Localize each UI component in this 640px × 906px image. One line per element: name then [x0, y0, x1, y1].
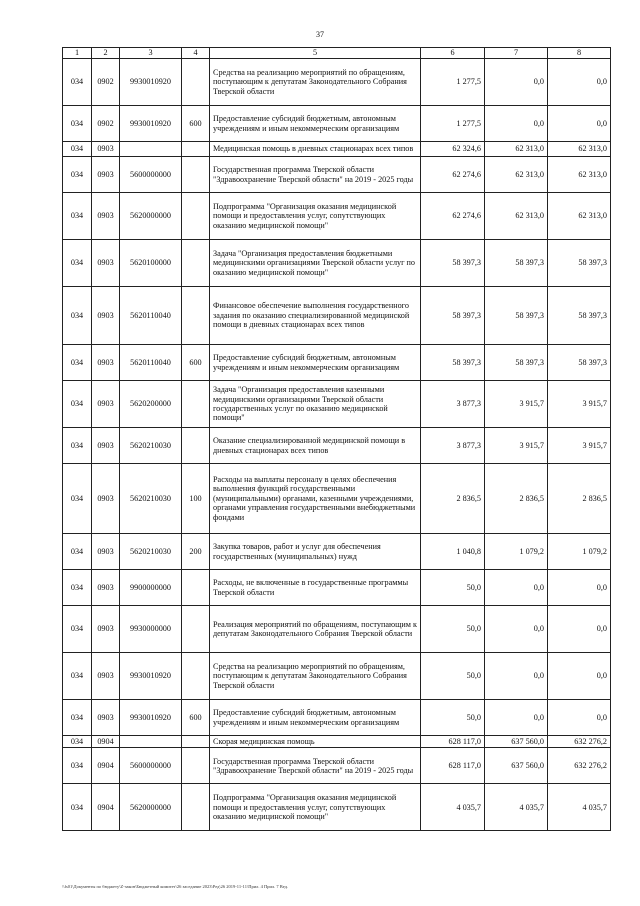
amount-cell-6: 62 324,6 — [421, 142, 485, 157]
target-article-cell: 5620000000 — [120, 784, 182, 831]
amount-cell-7: 58 397,3 — [485, 287, 548, 345]
target-article-cell: 5620210030 — [120, 534, 182, 570]
expense-type-cell: 600 — [182, 106, 210, 142]
amount-cell-6: 50,0 — [421, 570, 485, 606]
section-code-cell: 0904 — [92, 784, 120, 831]
description-cell: Средства на реализацию мероприятий по обращениям, поступающим к депутатам Законодательного Собрания Тверской области — [210, 59, 421, 106]
target-article-cell: 5620200000 — [120, 381, 182, 428]
admin-code-cell: 034 — [63, 157, 92, 193]
expense-type-cell: 200 — [182, 534, 210, 570]
amount-cell-8: 62 313,0 — [548, 142, 611, 157]
amount-cell-7: 4 035,7 — [485, 784, 548, 831]
target-article-cell: 5620210030 — [120, 464, 182, 534]
admin-code-cell: 034 — [63, 240, 92, 287]
description-cell: Оказание специализированной медицинской помощи в дневных стационарах всех типов — [210, 428, 421, 464]
amount-cell-6: 1 277,5 — [421, 106, 485, 142]
description-cell: Закупка товаров, работ и услуг для обеспечения государственных (муниципальных) нужд — [210, 534, 421, 570]
target-article-cell: 5620110040 — [120, 345, 182, 381]
expense-type-cell — [182, 142, 210, 157]
amount-cell-7: 3 915,7 — [485, 381, 548, 428]
description-cell: Расходы, не включенные в государственные программы Тверской области — [210, 570, 421, 606]
admin-code-cell: 034 — [63, 428, 92, 464]
amount-cell-8: 0,0 — [548, 700, 611, 736]
table-row — [63, 784, 611, 831]
admin-code-cell: 034 — [63, 606, 92, 653]
amount-cell-6: 50,0 — [421, 700, 485, 736]
table-row — [63, 606, 611, 653]
expense-type-cell — [182, 428, 210, 464]
description-cell: Реализация мероприятий по обращениям, поступающим к депутатам Законодательного Собрания Тверской области — [210, 606, 421, 653]
admin-code-cell: 034 — [63, 700, 92, 736]
target-article-cell: 5600000000 — [120, 157, 182, 193]
section-code-cell: 0902 — [92, 59, 120, 106]
amount-cell-8: 58 397,3 — [548, 287, 611, 345]
section-code-cell: 0903 — [92, 193, 120, 240]
admin-code-cell: 034 — [63, 142, 92, 157]
amount-cell-6: 3 877,3 — [421, 381, 485, 428]
expense-type-cell — [182, 784, 210, 831]
target-article-cell: 9930010920 — [120, 106, 182, 142]
expense-type-cell — [182, 381, 210, 428]
amount-cell-7: 58 397,3 — [485, 345, 548, 381]
amount-cell-6: 62 274,6 — [421, 193, 485, 240]
table-row — [63, 345, 611, 381]
section-code-cell: 0903 — [92, 287, 120, 345]
expense-type-cell — [182, 240, 210, 287]
expense-type-cell: 100 — [182, 464, 210, 534]
section-code-cell: 0903 — [92, 570, 120, 606]
amount-cell-7: 637 560,0 — [485, 736, 548, 748]
description-cell: Подпрограмма "Организация оказания медицинской помощи и предоставления услуг, сопутствующих оказанию медицинской помощи" — [210, 784, 421, 831]
amount-cell-7: 637 560,0 — [485, 748, 548, 784]
section-code-cell: 0904 — [92, 748, 120, 784]
section-code-cell: 0903 — [92, 381, 120, 428]
description-cell: Скорая медицинская помощь — [210, 736, 421, 748]
section-code-cell: 0903 — [92, 142, 120, 157]
amount-cell-8: 4 035,7 — [548, 784, 611, 831]
amount-cell-8: 58 397,3 — [548, 240, 611, 287]
header-cell: 3 — [120, 48, 182, 59]
section-code-cell: 0903 — [92, 464, 120, 534]
amount-cell-8: 2 836,5 — [548, 464, 611, 534]
amount-cell-6: 4 035,7 — [421, 784, 485, 831]
section-code-cell: 0903 — [92, 534, 120, 570]
amount-cell-6: 628 117,0 — [421, 748, 485, 784]
expense-type-cell: 600 — [182, 345, 210, 381]
description-cell: Предоставление субсидий бюджетным, автономным учреждениям и иным некоммерческим организациям — [210, 106, 421, 142]
target-article-cell: 9930000000 — [120, 606, 182, 653]
table-row — [63, 700, 611, 736]
expense-type-cell — [182, 287, 210, 345]
amount-cell-8: 0,0 — [548, 570, 611, 606]
amount-cell-6: 2 836,5 — [421, 464, 485, 534]
amount-cell-8: 58 397,3 — [548, 345, 611, 381]
amount-cell-8: 0,0 — [548, 653, 611, 700]
target-article-cell — [120, 142, 182, 157]
section-code-cell: 0903 — [92, 606, 120, 653]
admin-code-cell: 034 — [63, 748, 92, 784]
table-header-row — [63, 48, 611, 59]
table-row — [63, 59, 611, 106]
amount-cell-7: 62 313,0 — [485, 157, 548, 193]
header-cell: 8 — [548, 48, 611, 59]
admin-code-cell: 034 — [63, 287, 92, 345]
expense-type-cell — [182, 59, 210, 106]
amount-cell-8: 0,0 — [548, 106, 611, 142]
amount-cell-7: 62 313,0 — [485, 142, 548, 157]
section-code-cell: 0903 — [92, 345, 120, 381]
admin-code-cell: 034 — [63, 59, 92, 106]
table-row — [63, 534, 611, 570]
expense-type-cell — [182, 653, 210, 700]
table-row — [63, 193, 611, 240]
amount-cell-6: 1 040,8 — [421, 534, 485, 570]
description-cell: Медицинская помощь в дневных стационарах всех типов — [210, 142, 421, 157]
amount-cell-7: 0,0 — [485, 106, 548, 142]
description-cell: Государственная программа Тверской области "Здравоохранение Тверской области" на 2019 - 2025 годы — [210, 748, 421, 784]
table-row — [63, 653, 611, 700]
table-row — [63, 736, 611, 748]
header-cell: 6 — [421, 48, 485, 59]
amount-cell-8: 632 276,2 — [548, 736, 611, 748]
description-cell: Расходы на выплаты персоналу в целях обеспечения выполнения функций государственными (муниципальными) органами, казенными учреждениями, органами управления государственными внебюджетными фондами — [210, 464, 421, 534]
amount-cell-7: 58 397,3 — [485, 240, 548, 287]
amount-cell-7: 2 836,5 — [485, 464, 548, 534]
page-number: 37 — [316, 30, 324, 39]
admin-code-cell: 034 — [63, 653, 92, 700]
target-article-cell: 9930010920 — [120, 700, 182, 736]
target-article-cell: 5600000000 — [120, 748, 182, 784]
amount-cell-6: 50,0 — [421, 653, 485, 700]
description-cell: Задача "Организация предоставления бюджетными медицинскими организациями Тверской области услуг по оказанию медицинской помощи" — [210, 240, 421, 287]
expense-type-cell — [182, 606, 210, 653]
expense-type-cell — [182, 193, 210, 240]
table-row — [63, 381, 611, 428]
table-row — [63, 287, 611, 345]
amount-cell-6: 628 117,0 — [421, 736, 485, 748]
section-code-cell: 0903 — [92, 240, 120, 287]
amount-cell-8: 0,0 — [548, 59, 611, 106]
amount-cell-7: 0,0 — [485, 653, 548, 700]
target-article-cell: 9930010920 — [120, 653, 182, 700]
admin-code-cell: 034 — [63, 193, 92, 240]
header-cell: 2 — [92, 48, 120, 59]
admin-code-cell: 034 — [63, 570, 92, 606]
amount-cell-6: 3 877,3 — [421, 428, 485, 464]
amount-cell-7: 0,0 — [485, 606, 548, 653]
file-path-footer: \\fs01\Документы по бюджету\Z-закон\Бюджетный комитет\26 заседание 2023\Ред\26 2019-11-11\Прил. 4 Прил. 7 Вед. — [62, 884, 289, 889]
table-row — [63, 142, 611, 157]
section-code-cell: 0902 — [92, 106, 120, 142]
amount-cell-6: 50,0 — [421, 606, 485, 653]
section-code-cell: 0904 — [92, 736, 120, 748]
amount-cell-8: 62 313,0 — [548, 193, 611, 240]
amount-cell-7: 0,0 — [485, 570, 548, 606]
amount-cell-6: 58 397,3 — [421, 345, 485, 381]
header-cell: 1 — [63, 48, 92, 59]
admin-code-cell: 034 — [63, 381, 92, 428]
description-cell: Подпрограмма "Организация оказания медицинской помощи и предоставления услуг, сопутствующих оказанию медицинской помощи" — [210, 193, 421, 240]
amount-cell-8: 1 079,2 — [548, 534, 611, 570]
admin-code-cell: 034 — [63, 345, 92, 381]
description-cell: Задача "Организация предоставления казенными медицинскими организациями Тверской области государственных услуг по оказанию медицинской помощи" — [210, 381, 421, 428]
amount-cell-8: 632 276,2 — [548, 748, 611, 784]
expense-type-cell — [182, 736, 210, 748]
admin-code-cell: 034 — [63, 534, 92, 570]
target-article-cell: 5620110040 — [120, 287, 182, 345]
expense-type-cell — [182, 748, 210, 784]
admin-code-cell: 034 — [63, 784, 92, 831]
section-code-cell: 0903 — [92, 428, 120, 464]
table-row — [63, 106, 611, 142]
expense-type-cell: 600 — [182, 700, 210, 736]
amount-cell-7: 3 915,7 — [485, 428, 548, 464]
header-cell: 4 — [182, 48, 210, 59]
amount-cell-6: 1 277,5 — [421, 59, 485, 106]
section-code-cell: 0903 — [92, 157, 120, 193]
expense-type-cell — [182, 157, 210, 193]
section-code-cell: 0903 — [92, 653, 120, 700]
target-article-cell: 5620000000 — [120, 193, 182, 240]
description-cell: Финансовое обеспечение выполнения государственного задания по оказанию специализированной медицинской помощи в дневных стационарах всех типов — [210, 287, 421, 345]
table-row — [63, 157, 611, 193]
description-cell: Предоставление субсидий бюджетным, автономным учреждениям и иным некоммерческим организациям — [210, 700, 421, 736]
amount-cell-8: 3 915,7 — [548, 381, 611, 428]
amount-cell-6: 62 274,6 — [421, 157, 485, 193]
header-cell: 5 — [210, 48, 421, 59]
description-cell: Средства на реализацию мероприятий по обращениям, поступающим к депутатам Законодательного Собрания Тверской области — [210, 653, 421, 700]
target-article-cell: 5620210030 — [120, 428, 182, 464]
table-row — [63, 464, 611, 534]
admin-code-cell: 034 — [63, 464, 92, 534]
budget-table — [62, 47, 611, 831]
target-article-cell — [120, 736, 182, 748]
table-body — [63, 48, 611, 831]
amount-cell-7: 0,0 — [485, 59, 548, 106]
header-cell: 7 — [485, 48, 548, 59]
amount-cell-7: 62 313,0 — [485, 193, 548, 240]
amount-cell-6: 58 397,3 — [421, 240, 485, 287]
description-cell: Государственная программа Тверской области "Здравоохранение Тверской области" на 2019 - 2025 годы — [210, 157, 421, 193]
amount-cell-8: 62 313,0 — [548, 157, 611, 193]
expense-type-cell — [182, 570, 210, 606]
table-row — [63, 240, 611, 287]
admin-code-cell: 034 — [63, 106, 92, 142]
table-row — [63, 748, 611, 784]
section-code-cell: 0903 — [92, 700, 120, 736]
target-article-cell: 9930010920 — [120, 59, 182, 106]
target-article-cell: 5620100000 — [120, 240, 182, 287]
amount-cell-7: 1 079,2 — [485, 534, 548, 570]
admin-code-cell: 034 — [63, 736, 92, 748]
amount-cell-8: 0,0 — [548, 606, 611, 653]
amount-cell-8: 3 915,7 — [548, 428, 611, 464]
table-row — [63, 428, 611, 464]
amount-cell-6: 58 397,3 — [421, 287, 485, 345]
table-row — [63, 570, 611, 606]
amount-cell-7: 0,0 — [485, 700, 548, 736]
description-cell: Предоставление субсидий бюджетным, автономным учреждениям и иным некоммерческим организациям — [210, 345, 421, 381]
target-article-cell: 9900000000 — [120, 570, 182, 606]
